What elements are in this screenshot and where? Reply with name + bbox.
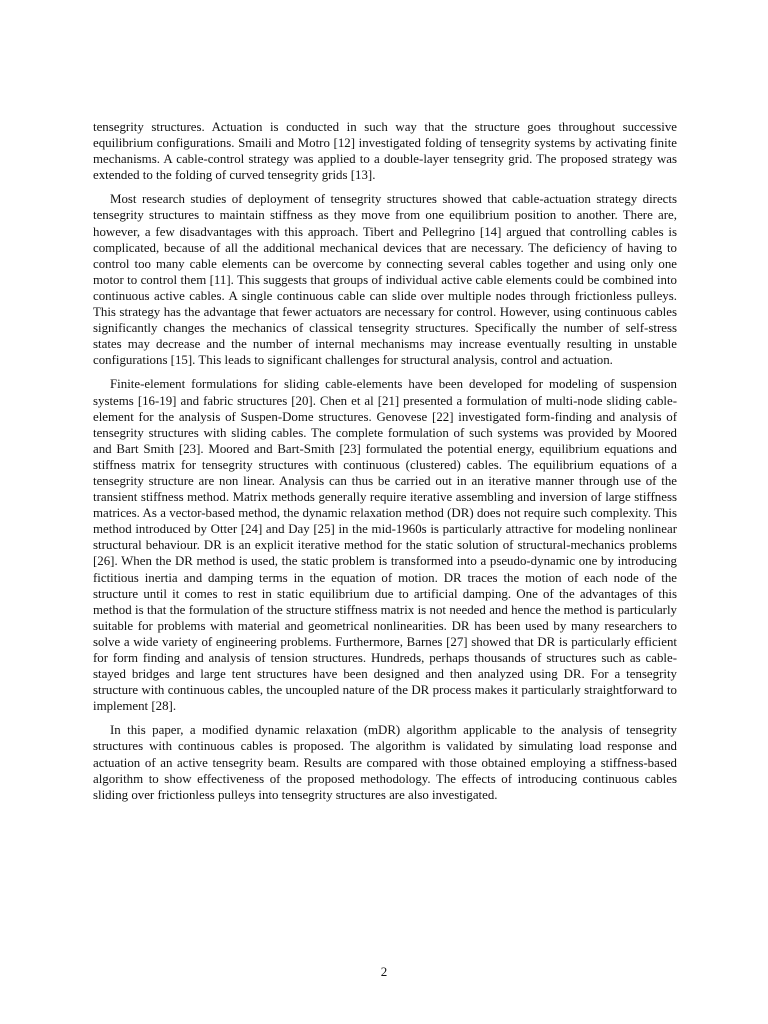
paragraph-finite-element: Finite-element formulations for sliding cable-elements have been developed for modeling of suspension systems [16-19] and fabric structures [20]. Chen et al [21] presented a formulation of multi-node sliding cable-element for the analysis of Suspen-Dome structures. Genovese [22] investigated form-finding and analysis of tensegrity structures with sliding cables. The complete formulation of such systems was provided by Moored and Bart Smith [23]. Moored and Bart-Smith [23] formulated the potential energy, equilibrium equations and stiffness matrix for tensegrity structures with continuous (clustered) cables. The equilibrium equations of a tensegrity structure are non linear. Analysis can thus be carried out in an iterative manner through use of the transient stiffness method. Matrix methods generally require iterative assembling and inversion of large stiffness matrices. As a vector-based method, the dynamic relaxation method (DR) does not require such complexity. This method introduced by Otter [24] and Day [25] in the mid-1960s is particularly attractive for modeling nonlinear structural behaviour. DR is an explicit iterative method for the static solution of structural-mechanics problems [26]. When the DR method is used, the static problem is transformed into a pseudo-dynamic one by introducing fictitious inertia and damping terms in the equation of motion. DR traces the motion of each node of the structure until it comes to rest in static equilibrium due to artificial damping. One of the advantages of this method is that the formulation of the structure stiffness matrix is not needed and hence the method is particularly suitable for problems with material and geometrical nonlinearities. DR has been used by many researchers to solve a wide variety of engineering problems. Furthermore, Barnes [27] showed that DR is particularly efficient for form finding and analysis of tension structures. Hundreds, perhaps thousands of structures such as cable-stayed bridges and large tent structures have been designed and then analyzed using DR. For a tensegrity structure with continuous cables, the uncoupled nature of the DR process makes it particularly straightforward to implement [28]. [93, 377, 677, 714]
page-body [93, 119, 677, 811]
page-number: 2 [380, 964, 388, 979]
paragraph-this-paper: In this paper, a modified dynamic relaxation (mDR) algorithm applicable to the analysis of tensegrity structures with continuous cables is proposed. The algorithm is validated by simulating load response and actuation of an active tensegrity beam. Results are compared with those obtained employing a stiffness-based algorithm to show effectiveness of the proposed methodology. The effects of introducing continuous cables sliding over frictionless pulleys into tensegrity structures are also investigated. [93, 723, 677, 802]
paragraph-cable-actuation: Most research studies of deployment of tensegrity structures showed that cable-actuation strategy directs tensegrity structures to maintain stiffness as they move from one equilibrium position to another. There are, however, a few disadvantages with this approach. Tibert and Pellegrino [14] argued that controlling cables is complicated, because of all the additional mechanical devices that are necessary. The deficiency of having to control too many cable elements can be overcome by connecting several cables together and using only one motor to control them [11]. This suggests that groups of individual active cable elements could be combined into continuous active cables. A single continuous cable can slide over multiple nodes through frictionless pulleys. This strategy has the advantage that fewer actuators are necessary for control. However, using continuous cables significantly changes the mechanics of classical tensegrity structures. Specifically the number of self-stress states may decrease and the number of internal mechanisms may increase eventually resulting in unstable configurations [15]. This leads to significant challenges for structural analysis, control and actuation. [93, 192, 677, 368]
paragraph-continuation: tensegrity structures. Actuation is conducted in such way that the structure goes throughout successive equilibrium configurations. Smaili and Motro [12] investigated folding of tensegrity systems by activating finite mechanisms. A cable-control strategy was applied to a double-layer tensegrity grid. The proposed strategy was extended to the folding of curved tensegrity grids [13]. [93, 120, 677, 183]
